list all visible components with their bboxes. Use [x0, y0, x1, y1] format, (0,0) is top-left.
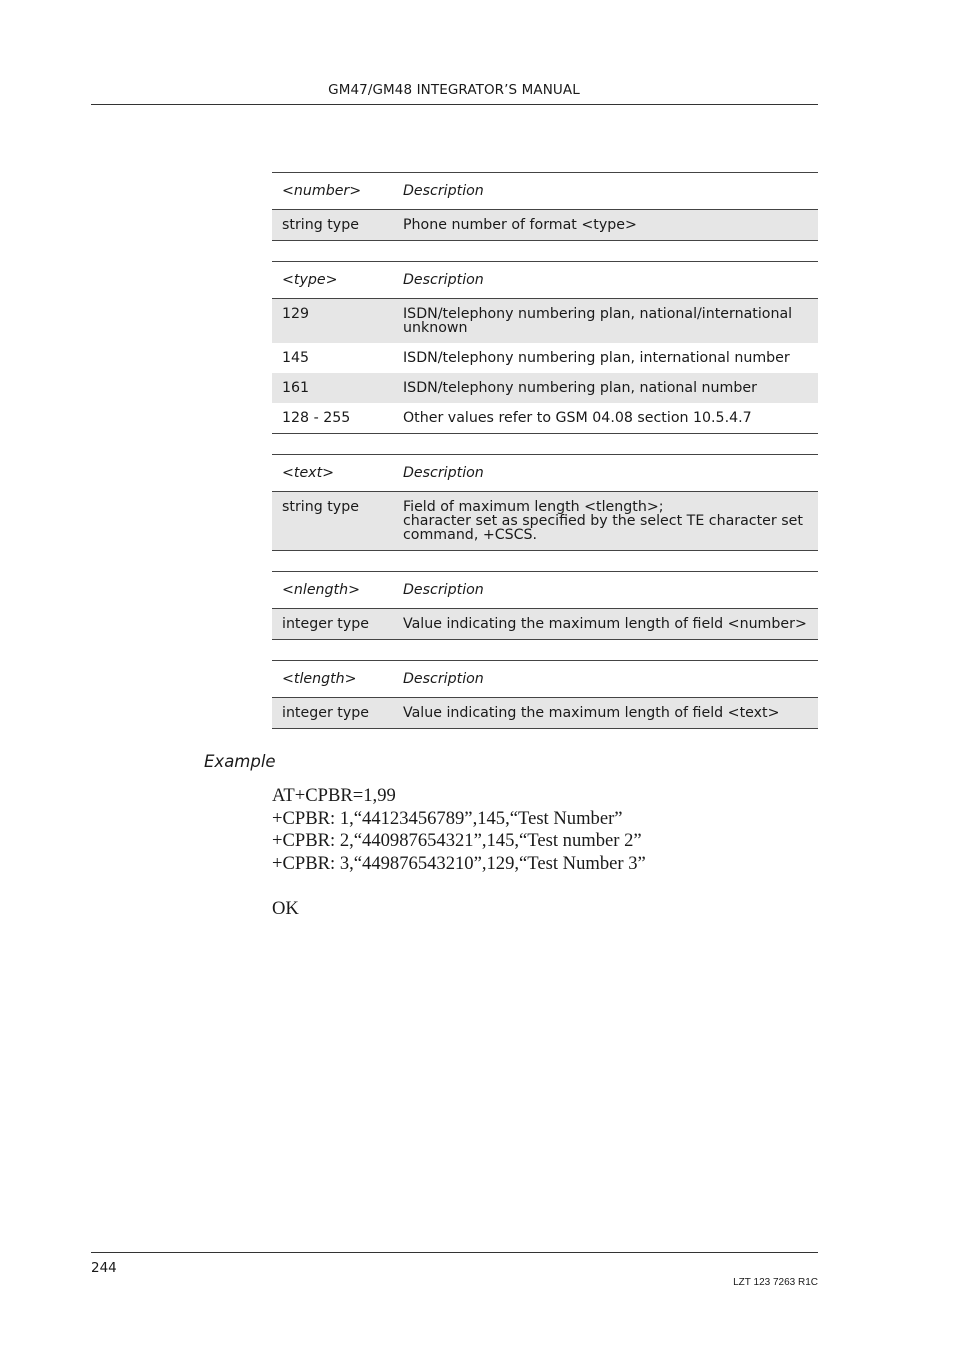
value-cell: string type [272, 210, 393, 241]
parameter-table [272, 172, 818, 241]
description-header-cell: Description [393, 262, 818, 299]
header-title: GM47/GM48 INTEGRATOR’S MANUAL [328, 82, 580, 98]
document-id: LZT 123 7263 R1C [733, 1277, 818, 1288]
description-cell [393, 492, 818, 551]
table-row [272, 403, 818, 434]
table-row [272, 210, 818, 241]
table-row [272, 698, 818, 729]
description-line: command, +CSCS. [403, 527, 538, 543]
description-header-cell: Description [393, 572, 818, 609]
value-cell: 145 [282, 350, 310, 366]
value-cell: integer type [272, 609, 393, 640]
header-divider [91, 104, 818, 105]
value-cell: 129 [272, 299, 393, 344]
description-cell [393, 698, 818, 729]
parameter-tables [272, 172, 818, 749]
table-header-row [272, 173, 818, 210]
description-line: ISDN/telephony numbering plan, international number [403, 350, 790, 366]
table-row [272, 299, 818, 344]
parameter-name-cell: <type> [272, 262, 393, 299]
table-row [272, 492, 818, 551]
value-cell: 161 [272, 373, 393, 403]
table-header-row [272, 455, 818, 492]
parameter-name-cell: <tlength> [272, 661, 393, 698]
code-line: OK [272, 897, 299, 919]
code-line [272, 875, 646, 898]
description-cell [393, 373, 818, 403]
description-line: Other values refer to GSM 04.08 section 10.5.4.7 [403, 410, 752, 426]
description-header-cell: Description [393, 661, 818, 698]
code-line: +CPBR: 2,“440987654321”,145,“Test number 2” [272, 830, 642, 852]
table-header-row [272, 572, 818, 609]
footer-divider [91, 1252, 818, 1253]
parameter-name-cell: <nlength> [272, 572, 393, 609]
value-cell: string type [272, 492, 393, 551]
table-header-row [272, 262, 818, 299]
description-cell [393, 343, 818, 373]
description-line: ISDN/telephony numbering plan, national number [403, 380, 757, 396]
description-line: unknown [403, 320, 468, 336]
description-cell [393, 609, 818, 640]
example-code-block [272, 785, 646, 921]
parameter-table [272, 261, 818, 434]
parameter-table [272, 454, 818, 551]
example-heading: Example [204, 752, 276, 771]
description-line: Phone number of format <type> [403, 217, 637, 233]
description-header-cell: Description [393, 455, 818, 492]
description-cell [393, 299, 818, 344]
page-number: 244 [91, 1260, 117, 1276]
table-row [272, 373, 818, 403]
table-header-row [272, 661, 818, 698]
table-row [272, 343, 818, 373]
description-cell [393, 403, 818, 434]
table-row [272, 609, 818, 640]
code-line: +CPBR: 3,“449876543210”,129,“Test Number 3” [272, 852, 646, 874]
parameter-table [272, 660, 818, 729]
description-line: character set as specified by the select TE character set [403, 513, 803, 529]
parameter-name-cell: <number> [272, 173, 393, 210]
description-line: ISDN/telephony numbering plan, national/international [403, 306, 793, 322]
code-line: +CPBR: 1,“44123456789”,145,“Test Number” [272, 807, 623, 829]
description-line: Value indicating the maximum length of field <text> [403, 705, 780, 721]
value-cell: integer type [272, 698, 393, 729]
description-line: Field of maximum length <tlength>; [403, 499, 664, 515]
code-line: AT+CPBR=1,99 [272, 785, 396, 806]
description-line: Value indicating the maximum length of field <number> [403, 616, 807, 632]
parameter-table [272, 571, 818, 640]
description-cell [393, 210, 818, 241]
parameter-name-cell: <text> [272, 455, 393, 492]
value-cell: 128 - 255 [282, 410, 351, 426]
description-header-cell: Description [393, 173, 818, 210]
